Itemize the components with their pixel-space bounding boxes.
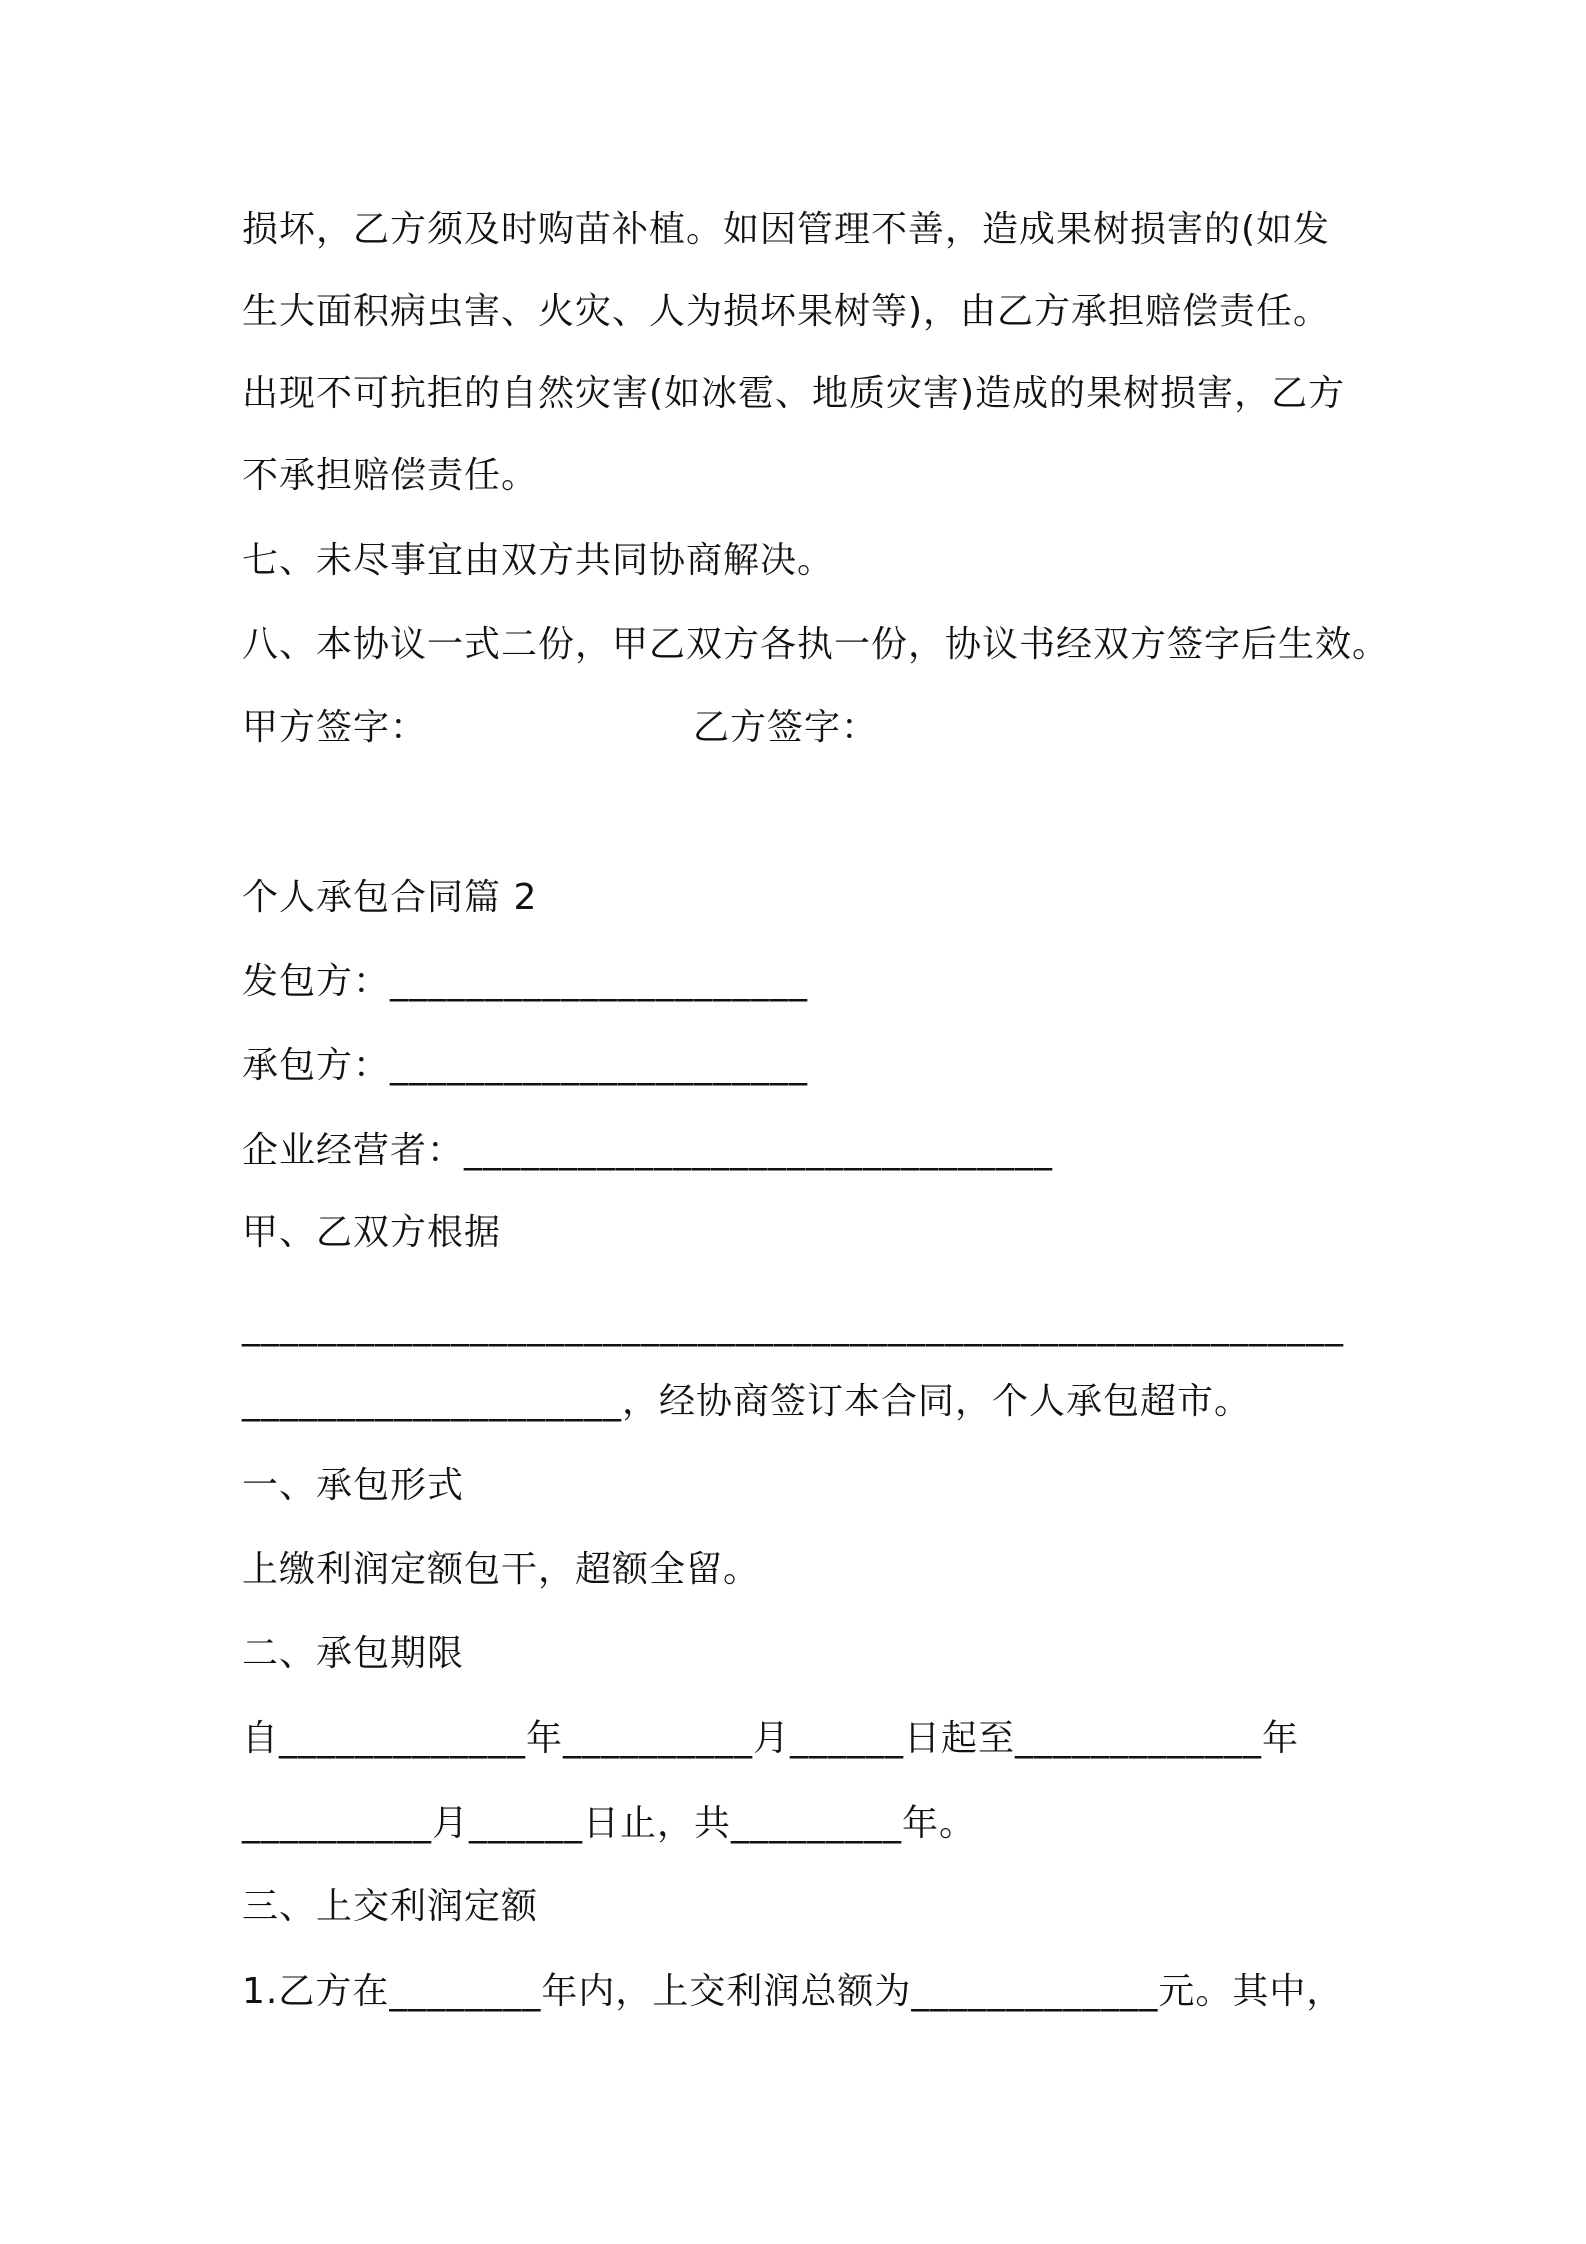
text-line-4: 不承担赔偿责任。	[242, 455, 539, 496]
text-line-3: 出现不可抗拒的自然灾害(如冰雹、地质灾害)造成的果树损害，乙方	[242, 373, 1346, 414]
heading-profit-quota: 三、上交利润定额	[242, 1886, 539, 1927]
agreement-line: ____________________，经协商签订本合同，个人承包超市。	[242, 1381, 1252, 1422]
clause-8: 八、本协议一式二份，甲乙双方各执一份，协议书经双方签字后生效。	[242, 624, 1390, 665]
term-start-line: 自_____________年__________月______日起至_____________年	[242, 1718, 1300, 1759]
heading-contract-term: 二、承包期限	[242, 1633, 465, 1674]
clause-7: 七、未尽事宜由双方共同协商解决。	[242, 540, 835, 581]
text-line-1: 损坏，乙方须及时购苗补植。如因管理不善，造成果树损害的(如发	[242, 209, 1331, 250]
party-b-signature-label: 乙方签字：	[693, 707, 879, 748]
heading-contract-form: 一、承包形式	[242, 1465, 465, 1506]
contractor-field: 承包方：______________________	[242, 1045, 809, 1086]
party-a-signature-label: 甲方签字：	[242, 707, 428, 748]
term-end-line: __________月______日止，共_________年。	[242, 1803, 977, 1844]
business-operator-field: 企业经营者：_______________________________	[242, 1130, 1054, 1171]
section-title: 个人承包合同篇 2	[242, 877, 538, 918]
profit-quota-text: 1.乙方在________年内，上交利润总额为_____________元。其中，	[242, 1971, 1344, 2012]
basis-blank-line: __________________________________________________________	[242, 1306, 1344, 1347]
basis-line: 甲、乙双方根据	[242, 1212, 502, 1253]
contract-form-text: 上缴利润定额包干，超额全留。	[242, 1549, 761, 1590]
text-line-2: 生大面积病虫害、火灾、人为损坏果树等)，由乙方承担赔偿责任。	[242, 291, 1331, 332]
issuer-field: 发包方：______________________	[242, 961, 809, 1002]
